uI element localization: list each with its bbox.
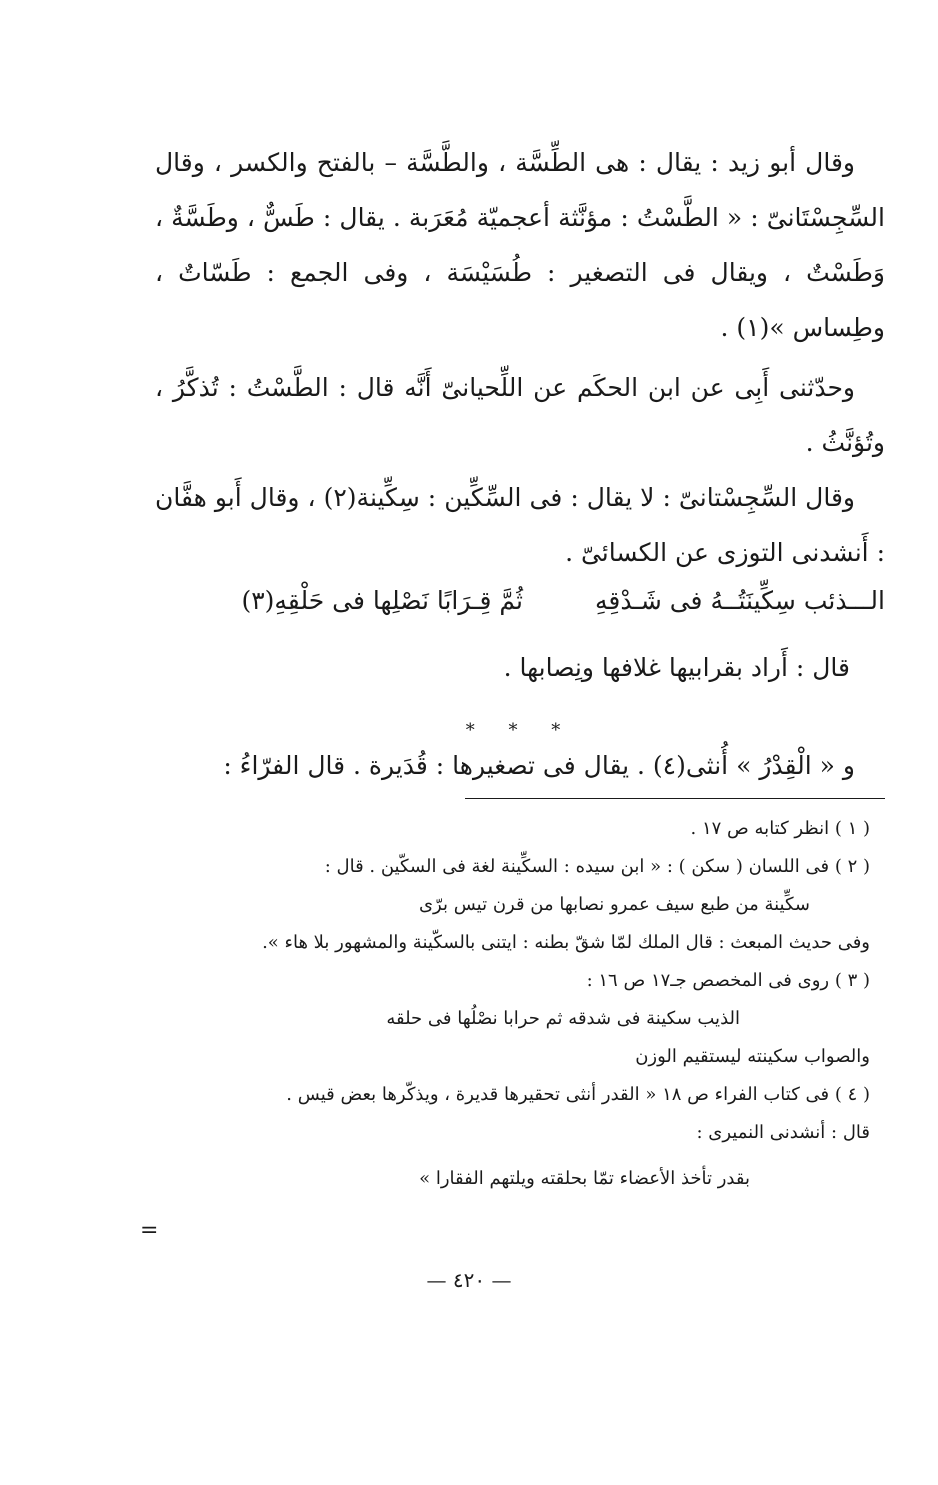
continuation-marker: = <box>140 1218 159 1243</box>
footnote-3-continuation: والصواب سكينته ليستقيم الوزن <box>635 1046 870 1067</box>
verse-line <box>155 573 885 628</box>
footnote-2-continuation: وفى حديث المبعث : قال الملك لمّا شقّ بطنه : ايتنى بالسكّينة والمشهور بلا هاء ». <box>262 932 870 953</box>
paragraph-sikkin: وقال السِّجِسْتانىّ : لا يقال : فى السِّكِّين : سِكِّينة(٢) ، وقال أَبو هفَّان : أَنشدنى التوزى عن الكسائىّ . <box>155 483 885 567</box>
footnote-1: ( ١ ) انظر كتابه ص ١٧ . <box>690 818 870 839</box>
page-number: — ٤٢٠ — <box>426 1268 512 1292</box>
footnote-4-verse: بقدر تأخذ الأعضاء تمّا بحلقته ويلتهم الفقارا » <box>419 1168 750 1189</box>
footnote-4-continuation: قال : أنشدنى النميرى : <box>696 1122 870 1143</box>
footnote-3: ( ٣ ) روى فى المخصص جـ١٧ ص ١٦ : <box>586 970 870 991</box>
paragraph-tast: وقال أبو زيد : يقال : هى الطِّسَّة ، والطَّسَّة – بالفتح والكسر ، وقال السِّجِسْتَانىّ : « الطَّسْتُ : مؤنَّثة أعجميّة مُعَرَبة . يقال : طَسٌّ ، وطَسَّةٌ ، وَطَسْتٌ ، ويقال فى التصغير : طُسَيْسَة ، وفى الجمع : طَسّاتٌ ، وطِساس »(١) . <box>155 148 885 342</box>
verse-hemistich-first: الـــذئب سِكِّينَتُــهُ فى شَـدْقِهِ <box>595 586 885 615</box>
verse-hemistich-second: ثُمَّ قِـرَابًا نَصْلِها فى حَلْقِهِ(٣) <box>241 586 523 615</box>
footnote-2-verse: سكِّينة من طبع سيف عمرو نصابها من قرن تيس برّى <box>418 894 810 915</box>
footnote-2: ( ٢ ) فى اللسان ( سكن ) : « ابن سيده : السكِّينة لغة فى السكّين . قال : <box>324 856 870 877</box>
footnote-divider <box>465 798 885 799</box>
paragraph-lihyani: وحدّثنى أَبِى عن ابن الحكَم عن اللِّحيانىّ أَنَّه قال : الطَّسْتُ : تُذكَّرُ ، وتُؤنَّثُ . <box>155 373 885 457</box>
footnote-4: ( ٤ ) فى كتاب الفراء ص ١٨ « القدر أنثى تحقيرها قديرة ، ويذكّرها بعض قيس . <box>286 1084 870 1105</box>
footnote-3-verse: الذيب سكينة فى شدقه ثم حرابا نصْلُها فى حلقه <box>386 1008 740 1029</box>
section-separator: * * * <box>465 720 575 741</box>
paragraph-qirab: قال : أَراد بقرابيها غلافها ونِصابها . <box>503 653 850 682</box>
paragraph-qidr: و « الْقِدْرُ » أُنثى(٤) . يقال فى تصغيرها : قُدَيرة . قال الفرّاءُ : <box>223 751 855 780</box>
